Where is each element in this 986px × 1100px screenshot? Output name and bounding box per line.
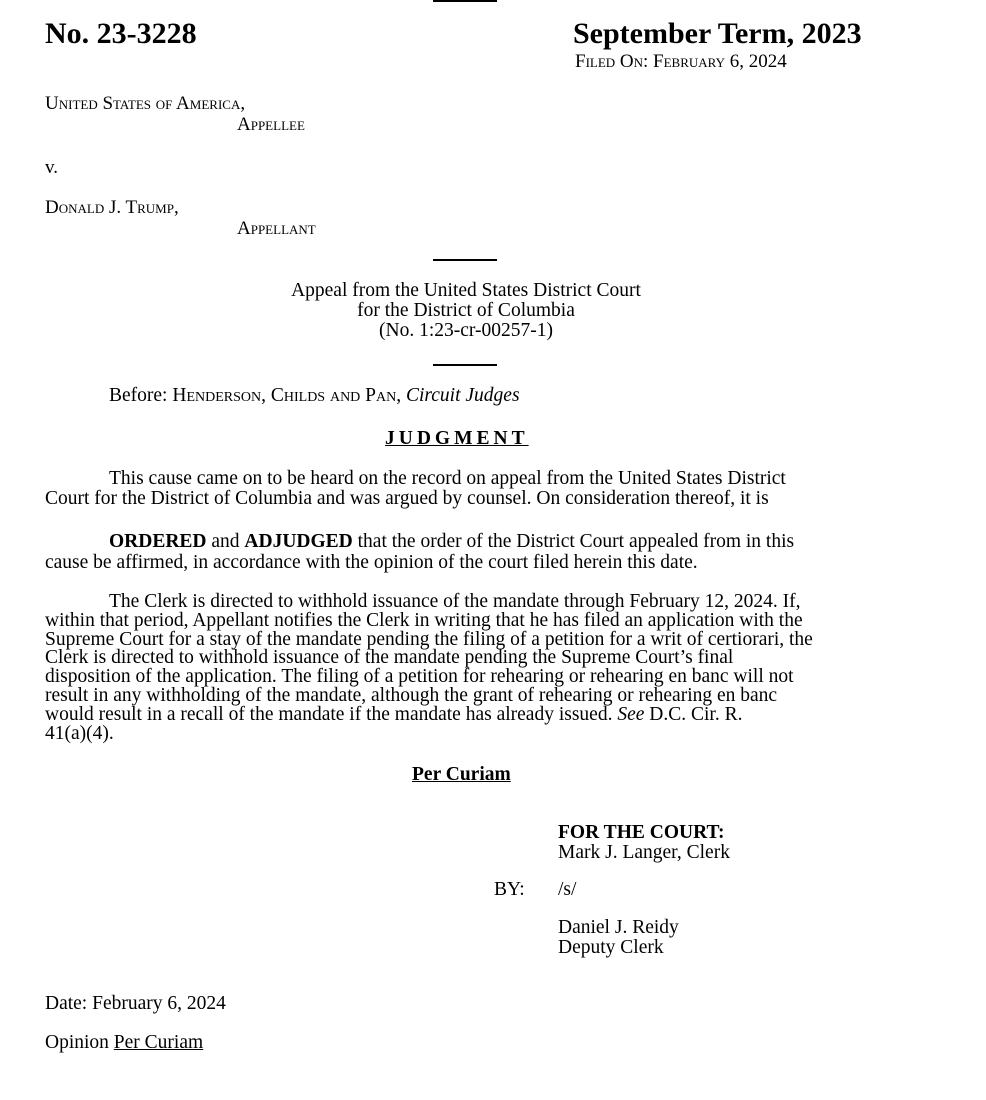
paragraph-line <box>45 703 890 725</box>
by-label: BY: <box>494 879 525 900</box>
filed-on: Filed On: February 6, 2024 <box>575 51 787 72</box>
paragraph-line: Supreme Court for a stay of the mandate pending the filing of a petition for a writ of certiorari, the <box>45 628 813 650</box>
party1-name: United States of America, <box>45 93 246 114</box>
paragraph-line: within that period, Appellant notifies the Clerk in writing that he has filed an application with the <box>45 609 803 631</box>
term: September Term, 2023 <box>573 17 862 50</box>
appeal-line-1: Appeal from the United States District Court <box>291 280 641 301</box>
clerk-name: Mark J. Langer, Clerk <box>558 842 730 863</box>
party2-role: Appellant <box>237 218 316 239</box>
deputy-title: Deputy Clerk <box>558 937 664 958</box>
paragraph-line: The Clerk is directed to withhold issuance of the mandate through February 12, 2024. If, <box>109 591 801 612</box>
paragraph-1 <box>45 469 890 509</box>
paragraph-line: 41(a)(4). <box>45 722 114 744</box>
paragraph-3 <box>45 593 890 743</box>
for-the-court: FOR THE COURT: <box>558 822 725 843</box>
signature-mark: /s/ <box>558 879 577 900</box>
judges-title: Circuit Judges <box>405 385 520 406</box>
versus: v. <box>45 157 59 178</box>
judges-names: Henderson, Childs and Pan, <box>172 385 402 406</box>
paragraph-line <box>45 531 890 552</box>
paragraph-line: disposition of the application. The filing of a petition for rehearing or rehearing en banc will not <box>45 666 794 688</box>
divider-rule <box>433 259 497 261</box>
paragraph-2 <box>45 531 890 573</box>
paragraph-line: Court for the District of Columbia and was argued by counsel. On consideration thereof, it is <box>45 488 769 509</box>
line7-text: would result in a recall of the mandate if the mandate has already issued. <box>45 703 618 725</box>
adjudged-text: ADJUDGED <box>244 531 353 552</box>
paragraph-line: This cause came on to be heard on the record on appeal from the United States District <box>109 468 786 489</box>
opinion-per-curiam: Per Curiam <box>113 1032 204 1053</box>
party1-role: Appellee <box>237 114 305 135</box>
paragraph-line: cause be affirmed, in accordance with the opinion of the court filed herein this date. <box>45 552 698 573</box>
case-number: No. 23-3228 <box>45 17 197 50</box>
appeal-line-2: for the District of Columbia <box>357 300 575 321</box>
party2-name: Donald J. Trump, <box>45 197 179 218</box>
paragraph2-rest: that the order of the District Court appealed from in this <box>352 531 795 552</box>
appeal-line-3: (No. 1:23-cr-00257-1) <box>379 320 553 341</box>
date-line: Date: February 6, 2024 <box>45 993 226 1014</box>
paragraph-line: result in any withholding of the mandate, although the grant of rehearing or rehearing en banc <box>45 684 778 706</box>
top-rule <box>433 0 497 2</box>
divider-rule <box>433 364 497 366</box>
deputy-name: Daniel J. Reidy <box>558 917 679 938</box>
paragraph-line: Clerk is directed to withhold issuance of the mandate pending the Supreme Court’s final <box>45 647 734 669</box>
judgment-heading: JUDGMENT <box>385 428 529 449</box>
per-curiam-heading: Per Curiam <box>412 764 511 785</box>
panel-judges <box>109 385 520 407</box>
opinion-line <box>45 1032 203 1054</box>
opinion-prefix: Opinion <box>45 1032 114 1053</box>
ordered-text: ORDERED <box>109 531 207 552</box>
line7-cite: D.C. Cir. R. <box>644 703 743 725</box>
see-signal: See <box>617 703 645 725</box>
appeal-block <box>266 281 666 341</box>
and-text: and <box>206 531 245 552</box>
before-prefix: Before: <box>109 385 173 406</box>
